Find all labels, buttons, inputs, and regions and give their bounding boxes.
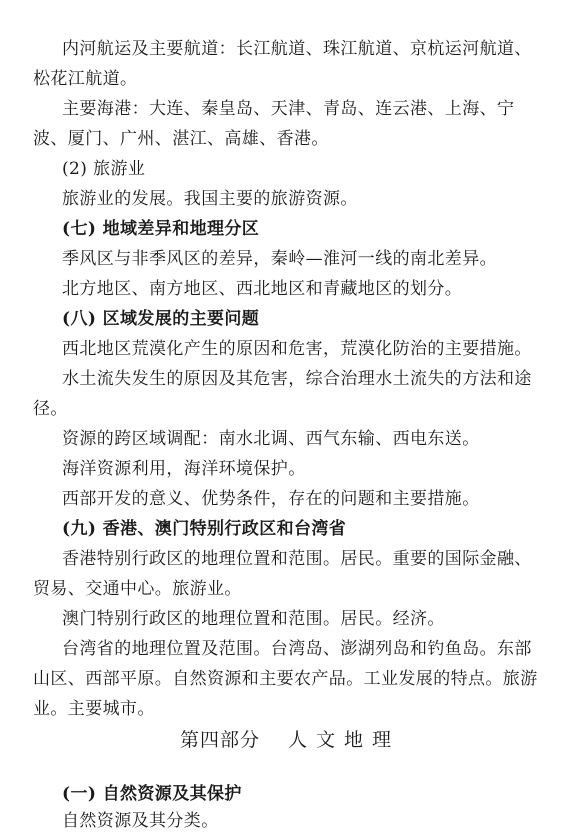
text-line-11: 西北地区荒漠化产生的原因和危害，荒漠化防治的主要措施。 [62, 339, 532, 359]
text-line-21: 台湾省的地理位置及范围。台湾岛、澎湖列岛和钓鱼岛。东部 [62, 639, 532, 659]
text-line-3: 主要海港：大连、秦皇岛、天津、青岛、连云港、上海、宁 [62, 99, 515, 119]
text-line-8: 季风区与非季风区的差异，秦岭—淮河一线的南北差异。 [62, 249, 497, 269]
subsection-heading-tourism: (2) 旅游业 [62, 159, 146, 179]
section-heading-9: (九) 香港、澳门特别行政区和台湾省 [62, 519, 347, 539]
text-line-18: 香港特别行政区的地理位置和范围。居民。重要的国际金融、 [62, 549, 532, 569]
text-line-4: 波、厦门、广州、湛江、高雄、香港。 [33, 129, 329, 149]
text-line-20: 澳门特别行政区的地理位置和范围。居民。经济。 [62, 609, 445, 629]
text-line-2: 松花江航道。 [33, 69, 138, 89]
section-heading-7: (七) 地域差异和地理分区 [62, 219, 260, 239]
text-line-6: 旅游业的发展。我国主要的旅游资源。 [62, 189, 358, 209]
part-number: 第四部分 [179, 729, 260, 751]
text-line-1: 内河航运及主要航道：长江航道、珠江航道、京杭运河航道、 [62, 39, 532, 59]
text-line-14: 资源的跨区域调配：南水北调、西气东输、西电东送。 [62, 429, 480, 449]
text-line-23: 业。主要城市。 [33, 699, 155, 719]
text-line-19: 贸易、交通中心。旅游业。 [33, 579, 242, 599]
text-line-13: 径。 [33, 399, 68, 419]
text-line-12: 水土流失发生的原因及其危害，综合治理水土流失的方法和途 [62, 369, 532, 389]
section-heading-8: (八) 区域发展的主要问题 [62, 309, 260, 329]
text-line-22: 山区、西部平原。自然资源和主要农产品。工业发展的特点。旅游 [33, 669, 538, 689]
text-line-9: 北方地区、南方地区、西北地区和青藏地区的划分。 [62, 279, 463, 299]
section-heading-1: (一) 自然资源及其保护 [62, 784, 242, 804]
part-title: 人文地理 [288, 729, 401, 751]
text-line-15: 海洋资源利用，海洋环境保护。 [62, 459, 306, 479]
part-heading [0, 728, 580, 752]
text-line-last: 自然资源及其分类。 [62, 811, 219, 831]
text-line-16: 西部开发的意义、优势条件，存在的问题和主要措施。 [62, 489, 480, 509]
